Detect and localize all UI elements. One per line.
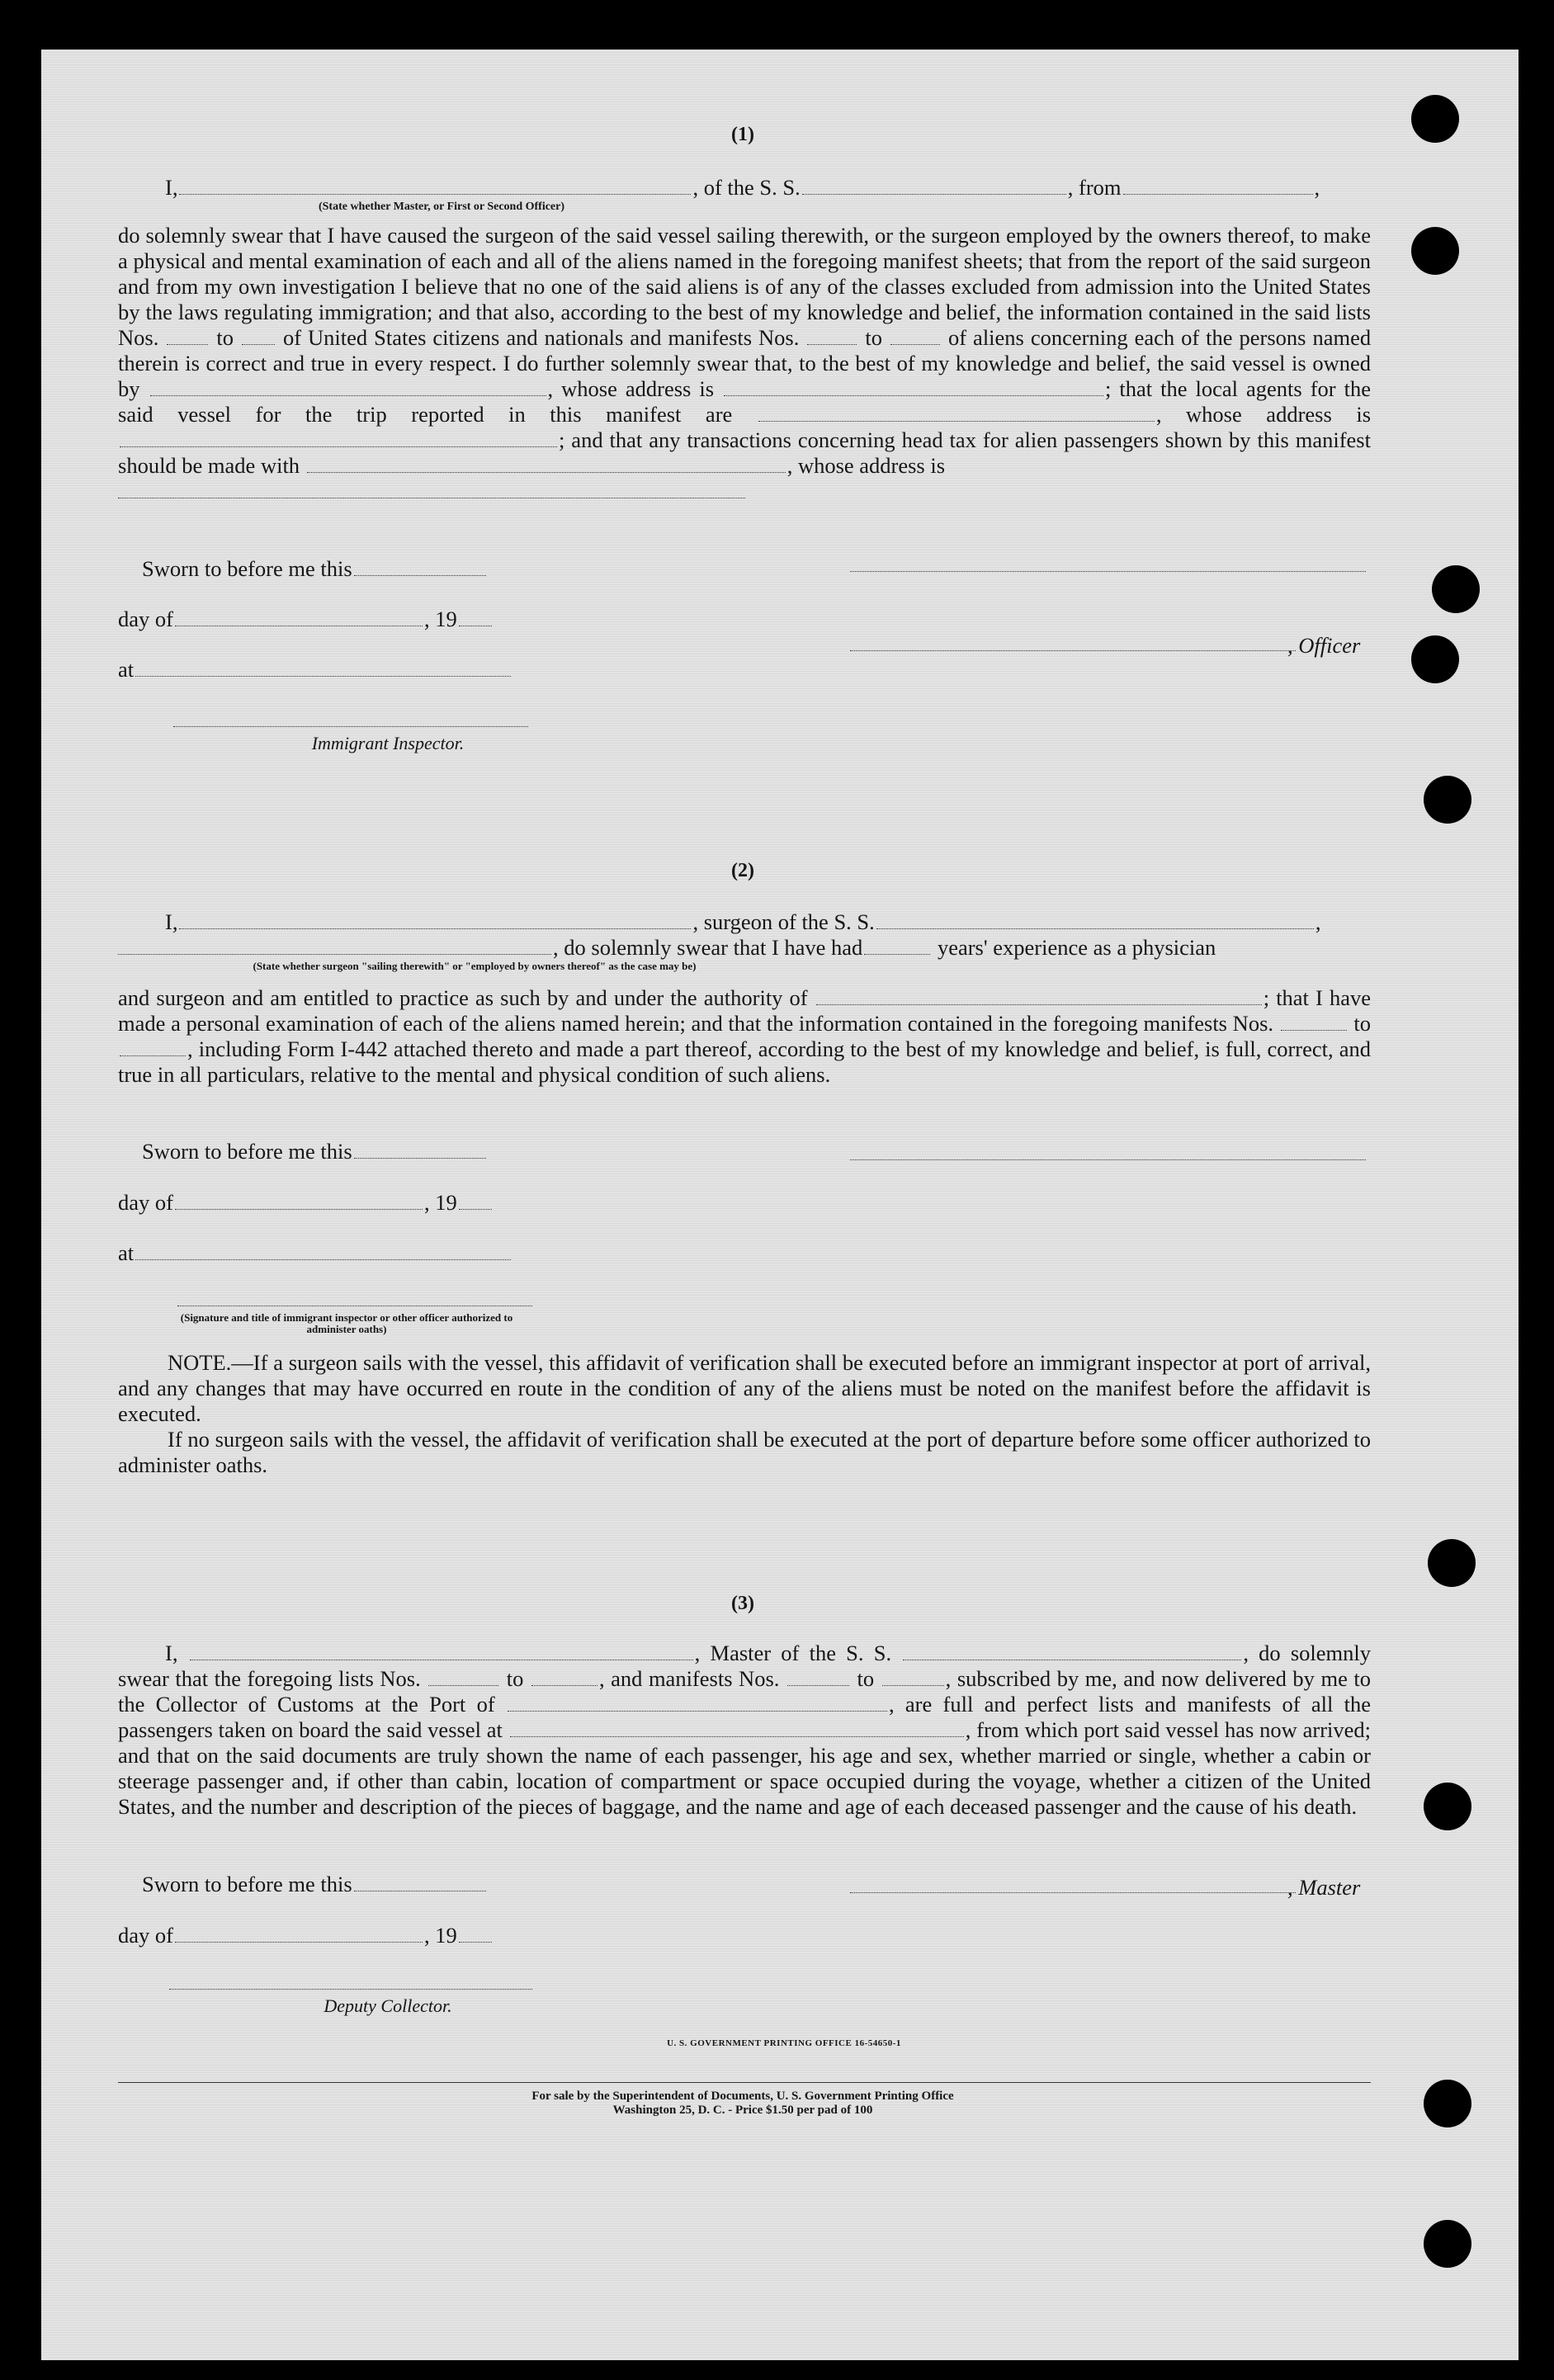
sale-line-1: For sale by the Superintendent of Documents, U. S. Government Printing Office <box>531 2090 954 2103</box>
sworn-label: Sworn to before me this <box>142 1139 488 1164</box>
year-field[interactable] <box>459 1208 492 1210</box>
signature-caption: (Signature and title of immigrant inspector or other officer authorized to administer oaths) <box>180 1311 513 1335</box>
at-label: at <box>118 657 512 682</box>
at-place-field[interactable] <box>135 675 511 677</box>
section2-line2: , do solemnly swear that I have had years' experience as a physician <box>118 935 1216 961</box>
binder-hole-icon <box>1411 635 1459 683</box>
master-vessel-field[interactable] <box>903 1659 1241 1660</box>
sworn-label: Sworn to before me this <box>142 556 488 582</box>
master-name-field[interactable] <box>190 1659 693 1660</box>
gpo-imprint: U. S. GOVERNMENT PRINTING OFFICE 16-54650-1 <box>667 2038 901 2048</box>
section-number: (1) <box>731 124 754 145</box>
section1-line1: I, , of the S. S. , from , <box>165 175 1320 200</box>
list-to-field[interactable] <box>242 343 275 345</box>
inspector-signature-line[interactable] <box>173 726 528 727</box>
at-label: at <box>118 1240 512 1266</box>
headtax-address-field[interactable] <box>118 497 745 498</box>
body-text: , whose address is <box>547 376 715 401</box>
label-ss: , of the S. S. <box>692 175 801 200</box>
officer-rank-field[interactable] <box>179 193 691 195</box>
body-text: of aliens concerning each of the persons named therein is correct and true in every respect. I do further solemnly swear that, to the best of my knowledge and belief, the said vessel is owned by <box>118 325 1372 401</box>
inspector-title: Immigrant Inspector. <box>311 733 465 753</box>
at-place-field[interactable] <box>135 1258 511 1260</box>
manifest-to-field[interactable] <box>890 343 940 345</box>
from-port-field[interactable] <box>1123 193 1313 195</box>
day-of-label: day of , 19 <box>118 607 494 632</box>
surgeon-caption: (State whether surgeon "sailing therewith" or "employed by owners thereof" as the case may be) <box>253 960 697 972</box>
surgeon-type-field[interactable] <box>118 953 551 955</box>
section2-body: and surgeon and am entitled to practice as such by and under the authority of ; that I have made a personal examination of each of the aliens named herein; and that the information contained in the foregoing manifests Nos. to , including Form I-442 attached thereto and made a part thereof, according to the best of my knowledge and belief, is full, correct, and true in all particulars, relative to the mental and physical condition of such aliens. <box>118 985 1372 1087</box>
day-of-label: day of , 19 <box>118 1190 494 1216</box>
body-text: , whose address is <box>786 453 946 478</box>
collector-signature-line[interactable] <box>169 1989 532 1990</box>
list-from-field[interactable] <box>167 343 208 345</box>
section1-body: do solemnly swear that I have caused the surgeon of the said vessel sailing therewith, or the surgeon employed by the owners thereof, to make a physical and mental examination of each and all of the aliens named in the foregoing manifest sheets; that from the report of the said surgeon and from my own investigation I believe that no one of the said aliens is of any of the classes excluded from admission into the United States by the laws regulating immigration; and that also, according to the best of my knowledge and belief, the information contained in the said lists Nos. to of United States citizens and nationals and manifests Nos. to of aliens concerning each of the persons named therein is correct and true in every respect. I do further solemnly swear that, to the best of my knowledge and belief, the said vessel is owned by , whose address is ; that the local agents for the said vessel for the trip reported in this manifest are , whose address is ; and that any transactions concerning head tax for alien passengers shown by this manifest should be made with , whose address is <box>118 223 1371 504</box>
binder-hole-icon <box>1424 2080 1471 2127</box>
section-number: (2) <box>731 860 754 881</box>
binder-hole-icon <box>1411 95 1459 143</box>
headtax-field[interactable] <box>307 471 786 473</box>
sworn-label: Sworn to before me this <box>142 1872 488 1897</box>
note-label: NOTE. <box>168 1350 232 1375</box>
master-title: , Master <box>1287 1875 1361 1900</box>
section3-body: I, , Master of the S. S. , do solemnly swear that the foregoing lists Nos. to , and manifests Nos. to , subscribed by me, and now delivered by me to the Collector of Customs at the Port of , are full and perfect lists and manifests of all the passengers taken on board the said vessel at , from which port said vessel has now arrived; and that on the said documents are truly shown the name of each passenger, his age and sex, whether married or single, whether a cabin or steerage passenger and, if other than cabin, location of compartment or space occupied during the voyage, whether a citizen of the United States, and the number and description of the pieces of baggage, and the name and age of each deceased passenger and the cause of his death. <box>118 1641 1372 1819</box>
binder-hole-icon <box>1432 565 1480 613</box>
officer-signature-line-1[interactable] <box>850 571 1366 572</box>
rank-caption: (State whether Master, or First or Second Officer) <box>318 201 565 213</box>
deputy-title: Deputy Collector. <box>324 1995 452 2016</box>
body-text: that the local agents for the said vessel for the trip reported in this manifest are <box>118 376 1372 427</box>
master-signature-line[interactable] <box>850 1892 1296 1893</box>
master-manifest-to-field[interactable] <box>882 1684 944 1686</box>
owner-address-field[interactable] <box>724 394 1103 396</box>
vessel-name-field[interactable] <box>802 193 1066 195</box>
years-field[interactable] <box>864 953 930 955</box>
sworn-day-field[interactable] <box>354 574 486 576</box>
month-field[interactable] <box>175 1941 423 1943</box>
body-text: ; and that any transactions concerning head tax for alien passengers shown by this manifest should be made with <box>118 427 1371 478</box>
binder-hole-icon <box>1428 1539 1476 1587</box>
section2-line1: I, , surgeon of the S. S. , <box>165 909 1321 934</box>
sworn-day-field[interactable] <box>354 1890 486 1891</box>
binder-hole-icon <box>1424 1783 1471 1830</box>
master-list-from-field[interactable] <box>428 1684 498 1686</box>
note-text: —If a surgeon sails with the vessel, this affidavit of verification shall be executed before an immigrant inspector at port of arrival, and any changes that may have occurred en route in the condition of any of the aliens must be noted on the manifest before the affidavit is executed. <box>118 1350 1371 1426</box>
section-number: (3) <box>731 1593 754 1614</box>
master-manifest-from-field[interactable] <box>787 1684 849 1686</box>
manifest-from-field[interactable] <box>807 343 857 345</box>
label-from: , from <box>1067 175 1122 200</box>
agents-address-field[interactable] <box>120 446 557 447</box>
to-label: to <box>865 325 882 350</box>
sale-line-2: Washington 25, D. C. - Price $1.50 per pad of 100 <box>612 2104 873 2117</box>
month-field[interactable] <box>175 1208 423 1210</box>
officer-signature-line-2[interactable] <box>850 650 1296 651</box>
authority-field[interactable] <box>816 1003 1262 1005</box>
binder-hole-icon <box>1424 2220 1471 2268</box>
agents-field[interactable] <box>758 420 1155 422</box>
binder-hole-icon <box>1411 227 1459 275</box>
surgeon-signature-line[interactable] <box>850 1159 1366 1160</box>
embark-port-field[interactable] <box>510 1735 964 1737</box>
day-of-label: day of , 19 <box>118 1923 494 1948</box>
year-field[interactable] <box>459 1941 492 1943</box>
footer-divider <box>118 2082 1371 2083</box>
surgeon-manifest-from-field[interactable] <box>1281 1029 1347 1031</box>
surgeon-manifest-to-field[interactable] <box>120 1055 186 1056</box>
month-field[interactable] <box>175 625 423 626</box>
body-text: do solemnly swear that I have caused the surgeon of the said vessel sailing therewith, or the surgeon employed by the owners thereof, to make a physical and mental examination of each and all of the aliens named in the foregoing manifest sheets; that from the report of the said surgeon and from my own investigation I believe that no one of the said aliens is of any of the classes excluded from admission into the United States by the laws regulating immigration; and that also, according to the best of my knowledge and belief, the information contained in the said lists Nos. <box>118 223 1371 350</box>
officer-title: , Officer <box>1287 633 1361 658</box>
port-field[interactable] <box>508 1710 887 1712</box>
year-field[interactable] <box>459 625 492 626</box>
sworn-day-field[interactable] <box>354 1157 486 1159</box>
master-list-to-field[interactable] <box>531 1684 598 1686</box>
surgeon-name-field[interactable] <box>179 928 691 929</box>
to-label: to <box>216 325 234 350</box>
label-i: I, <box>165 175 178 200</box>
note-text: If no surgeon sails with the vessel, the affidavit of verification shall be executed at the port of departure before some officer authorized to administer oaths. <box>118 1427 1371 1477</box>
surgeon-vessel-field[interactable] <box>876 928 1314 929</box>
body-text: of United States citizens and nationals and manifests Nos. <box>282 325 800 350</box>
note-block <box>118 1350 1371 1478</box>
owner-field[interactable] <box>150 394 546 396</box>
body-text: whose address is <box>1186 402 1372 427</box>
binder-hole-icon <box>1424 776 1471 824</box>
